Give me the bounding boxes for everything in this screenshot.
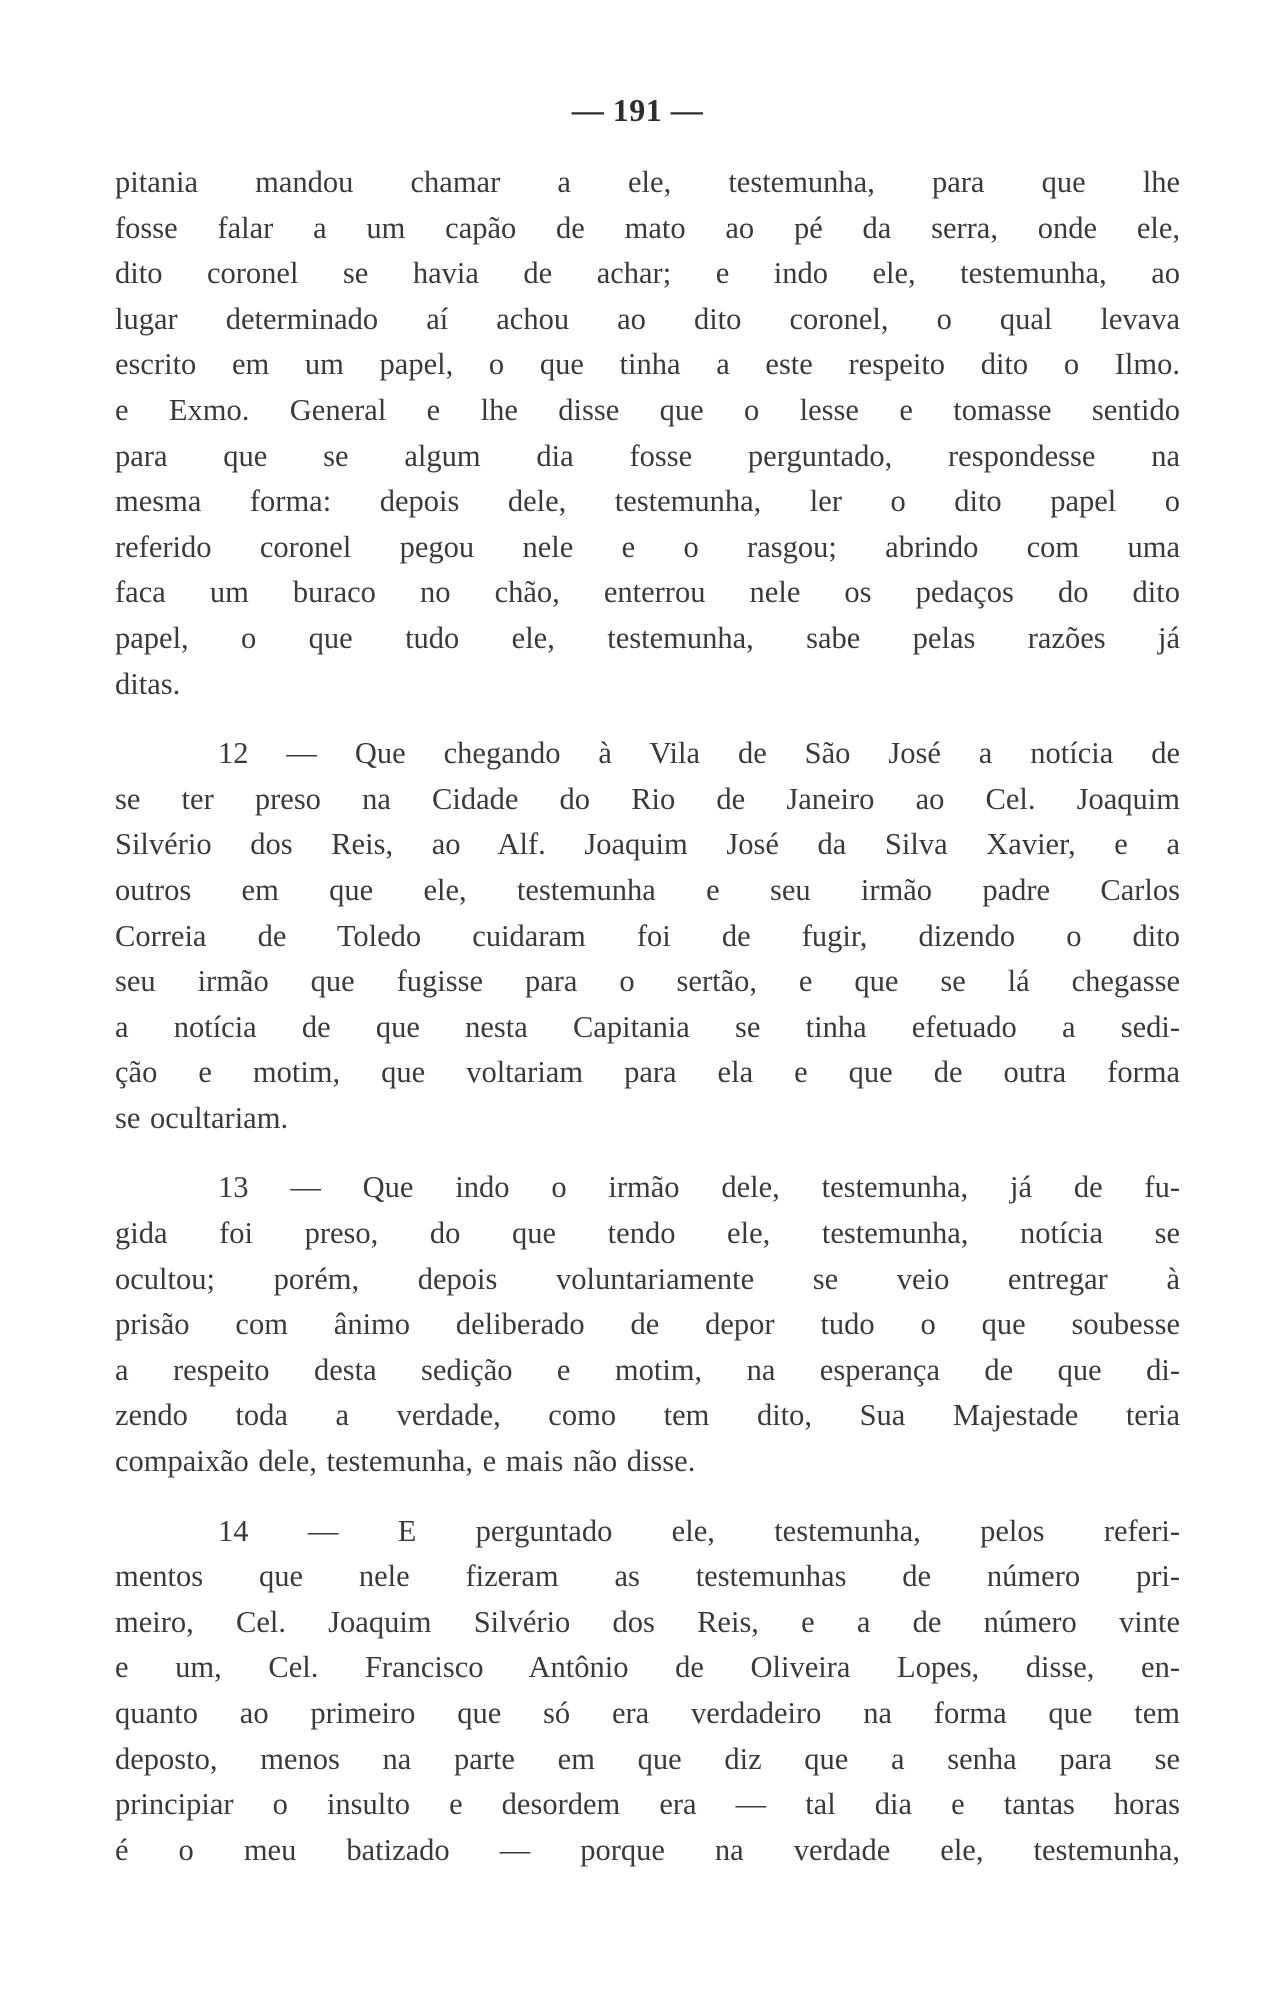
text-line: quanto ao primeiro que só era verdadeiro na forma que tem [115, 1696, 1180, 1730]
text-line: principiar o insulto e desordem era — tal dia e tantas horas [115, 1787, 1180, 1822]
page-number: — 191 — [571, 92, 704, 128]
text-line: mentos que nele fizeram as testemunhas de número pri- [115, 1559, 1180, 1594]
text-line: ção e motim, que voltariam para ela e que de outra forma [115, 1055, 1180, 1090]
text-line: e um, Cel. Francisco Antônio de Oliveira Lopes, disse, en- [115, 1650, 1180, 1685]
body-text [115, 160, 1180, 1897]
text-line: compaixão dele, testemunha, e mais não disse. [115, 1444, 696, 1479]
text-line: fosse falar a um capão de mato ao pé da serra, onde ele, [115, 210, 1180, 245]
text-line: ditas. [115, 666, 181, 701]
text-line: outros em que ele, testemunha e seu irmão padre Carlos [115, 872, 1180, 907]
text-line: e Exmo. General e lhe disse que o lesse e tomasse sentido [115, 392, 1180, 427]
paragraph-continuation [115, 160, 1180, 707]
text-line: escrito em um papel, o que tinha a este respeito dito o Ilmo. [115, 347, 1180, 382]
text-line: a notícia de que nesta Capitania se tinha efetuado a sedi- [115, 1009, 1180, 1044]
text-line: seu irmão que fugisse para o sertão, e que se lá chegasse [115, 964, 1180, 999]
text-line: referido coronel pegou nele e o rasgou; abrindo com uma [115, 529, 1180, 564]
text-line: 13 — Que indo o irmão dele, testemunha, já de fu- [218, 1170, 1180, 1205]
text-line: se ocultariam. [115, 1100, 289, 1135]
text-line: é o meu batizado — porque na verdade ele, testemunha, [115, 1832, 1180, 1867]
text-line: lugar determinado aí achou ao dito coronel, o qual levava [115, 301, 1180, 336]
text-line: 14 — E perguntado ele, testemunha, pelos referi- [218, 1513, 1180, 1548]
paragraph-item-14 [115, 1509, 1180, 1874]
text-line: ocultou; porém, depois voluntariamente se veio entregar à [115, 1261, 1180, 1296]
text-line: dito coronel se havia de achar; e indo ele, testemunha, ao [115, 256, 1180, 291]
paragraph-item-12 [115, 731, 1180, 1141]
text-line: 12 — Que chegando à Vila de São José a notícia de [218, 736, 1180, 771]
text-line: papel, o que tudo ele, testemunha, sabe pelas razões já [115, 620, 1180, 655]
text-line: meiro, Cel. Joaquim Silvério dos Reis, e a de número vinte [115, 1604, 1180, 1639]
text-line: mesma forma: depois dele, testemunha, ler o dito papel o [115, 484, 1180, 519]
text-line: zendo toda a verdade, como tem dito, Sua Majestade teria [115, 1398, 1180, 1433]
text-line: deposto, menos na parte em que diz que a senha para se [115, 1741, 1180, 1776]
text-line: para que se algum dia fosse perguntado, respondesse na [115, 438, 1180, 473]
text-line: prisão com ânimo deliberado de depor tudo o que soubesse [115, 1307, 1180, 1342]
paragraph-item-13 [115, 1165, 1180, 1484]
text-line: a respeito desta sedição e motim, na esperança de que di- [115, 1352, 1180, 1387]
text-line: gida foi preso, do que tendo ele, testemunha, notícia se [115, 1216, 1180, 1251]
text-line: faca um buraco no chão, enterrou nele os pedaços do dito [115, 575, 1180, 610]
text-line: Correia de Toledo cuidaram foi de fugir, dizendo o dito [115, 918, 1180, 953]
text-line: pitania mandou chamar a ele, testemunha, para que lhe [115, 165, 1180, 199]
text-line: Silvério dos Reis, ao Alf. Joaquim José da Silva Xavier, e a [115, 827, 1180, 862]
text-line: se ter preso na Cidade do Rio de Janeiro ao Cel. Joaquim [115, 781, 1180, 816]
